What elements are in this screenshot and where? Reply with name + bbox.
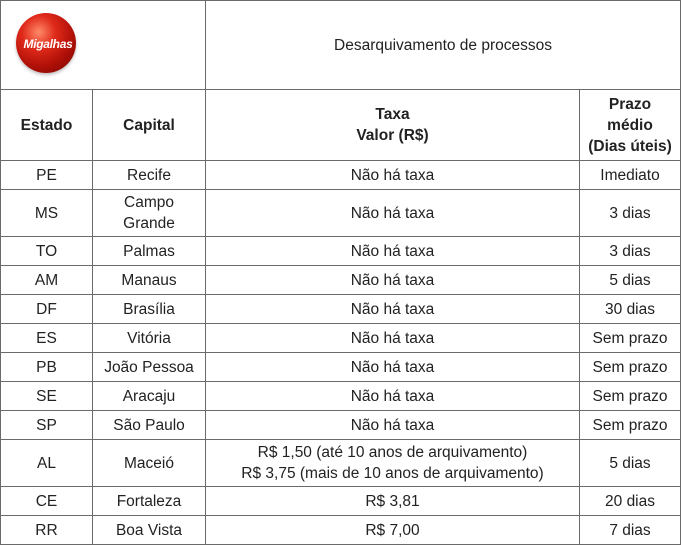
table-title: Desarquivamento de processos [206,1,681,90]
cell-prazo: 20 dias [580,487,681,516]
cell-prazo: Sem prazo [580,324,681,353]
cell-prazo: 5 dias [580,440,681,487]
cell-taxa-line2: R$ 3,75 (mais de 10 anos de arquivamento) [241,465,544,482]
table-row [1,237,681,266]
cell-estado: TO [1,237,93,266]
table-row [1,411,681,440]
cell-taxa-line1: R$ 1,50 (até 10 anos de arquivamento) [257,444,528,461]
cell-estado: SE [1,382,93,411]
table-row [1,487,681,516]
cell-taxa: R$ 3,81 [206,487,580,516]
table-row [1,353,681,382]
cell-estado: SP [1,411,93,440]
cell-prazo: Sem prazo [580,353,681,382]
cell-taxa: R$ 7,00 [206,516,580,545]
table-row [1,516,681,545]
cell-estado: AL [1,440,93,487]
cell-capital: Manaus [93,266,206,295]
cell-taxa: Não há taxa [206,161,580,190]
header-prazo-line2: médio [607,116,653,134]
cell-taxa: Não há taxa [206,266,580,295]
cell-capital: Brasília [93,295,206,324]
logo-text: Migalhas [23,37,73,51]
header-taxa-line2: Valor (R$) [356,127,429,144]
cell-prazo: Sem prazo [580,411,681,440]
cell-capital [93,190,206,237]
table-row [1,324,681,353]
header-taxa-line1: Taxa [375,106,410,123]
table-row [1,266,681,295]
cell-capital: Boa Vista [93,516,206,545]
cell-capital-line1: Campo [124,194,174,211]
cell-capital: São Paulo [93,411,206,440]
cell-taxa: Não há taxa [206,237,580,266]
cell-estado: PE [1,161,93,190]
cell-capital: Vitória [93,324,206,353]
cell-estado: ES [1,324,93,353]
cell-capital: Fortaleza [93,487,206,516]
cell-capital: Recife [93,161,206,190]
cell-prazo: Imediato [580,161,681,190]
cell-taxa: Não há taxa [206,190,580,237]
cell-taxa: Não há taxa [206,295,580,324]
cell-taxa: Não há taxa [206,382,580,411]
cell-taxa: Não há taxa [206,411,580,440]
cell-prazo: 3 dias [580,190,681,237]
cell-estado: CE [1,487,93,516]
header-row [1,90,681,161]
table-row [1,161,681,190]
migalhas-logo [16,13,76,73]
cell-capital: Palmas [93,237,206,266]
logo-cell [1,1,206,90]
table-row [1,190,681,237]
header-taxa [206,90,580,161]
header-prazo-line1: Prazo [608,95,652,113]
cell-taxa: Não há taxa [206,353,580,382]
cell-prazo: 5 dias [580,266,681,295]
cell-prazo: 3 dias [580,237,681,266]
header-prazo-line3: (Dias úteis) [588,137,672,155]
cell-taxa [206,440,580,487]
header-estado: Estado [1,90,93,161]
cell-capital: Maceió [93,440,206,487]
cell-capital-line2: Grande [123,215,175,232]
header-capital: Capital [93,90,206,161]
cell-prazo: 30 dias [580,295,681,324]
cell-taxa: Não há taxa [206,324,580,353]
cell-capital: Aracaju [93,382,206,411]
header-prazo [580,90,681,161]
table-row [1,382,681,411]
cell-prazo: 7 dias [580,516,681,545]
cell-estado: DF [1,295,93,324]
table-row [1,440,681,487]
table-row [1,295,681,324]
cell-estado: RR [1,516,93,545]
cell-capital: João Pessoa [93,353,206,382]
cell-estado: PB [1,353,93,382]
cell-prazo: Sem prazo [580,382,681,411]
cell-estado: MS [1,190,93,237]
cell-estado: AM [1,266,93,295]
